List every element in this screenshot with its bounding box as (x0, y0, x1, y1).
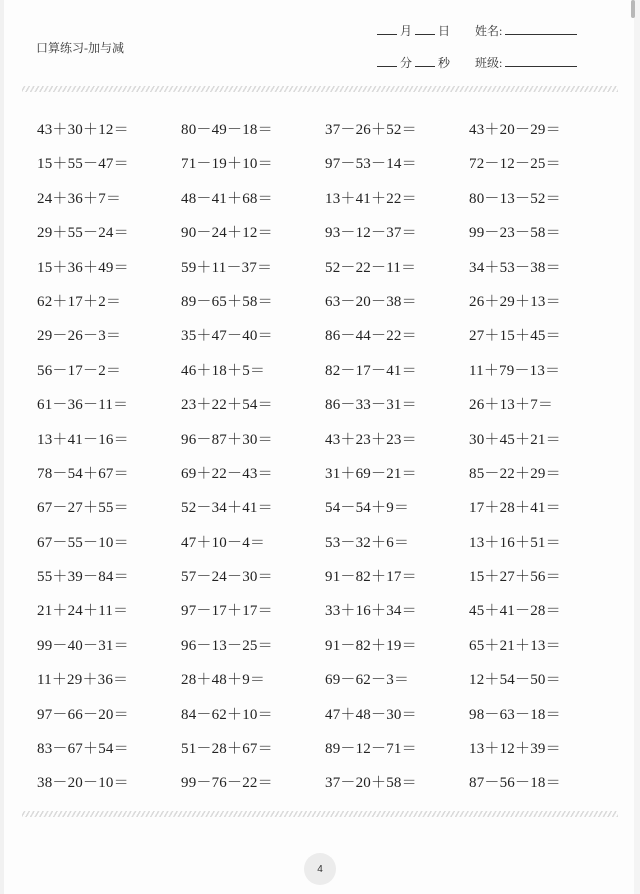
arithmetic-problem: 15＋36＋49＝ (37, 259, 129, 276)
arithmetic-problem: 93－12－37＝ (325, 225, 417, 242)
month-label: 月 (400, 24, 413, 38)
arithmetic-problem: 89－12－71＝ (325, 741, 417, 758)
top-divider (22, 86, 618, 92)
problem-grid (37, 113, 613, 801)
arithmetic-problem: 37－20＋58＝ (325, 775, 417, 792)
arithmetic-problem: 29－26－3＝ (37, 328, 122, 345)
minute-label: 分 (400, 56, 413, 70)
arithmetic-problem: 69－62－3＝ (325, 672, 410, 689)
arithmetic-problem: 67－27＋55＝ (37, 500, 129, 517)
arithmetic-problem: 71－19＋10＝ (181, 156, 273, 173)
arithmetic-problem: 67－55－10＝ (37, 534, 129, 551)
arithmetic-problem: 91－82＋17＝ (325, 569, 417, 586)
arithmetic-problem: 53－32＋6＝ (325, 534, 410, 551)
arithmetic-problem: 61－36－11＝ (37, 397, 129, 414)
month-blank[interactable] (377, 33, 397, 35)
arithmetic-problem: 90－24＋12＝ (181, 225, 273, 242)
second-blank[interactable] (415, 65, 435, 67)
arithmetic-problem: 69＋22－43＝ (181, 465, 273, 482)
arithmetic-problem: 59＋11－37＝ (181, 259, 273, 276)
arithmetic-problem: 63－20－38＝ (325, 293, 417, 310)
class-label: 班级: (475, 56, 503, 70)
arithmetic-problem: 96－87＋30＝ (181, 431, 273, 448)
arithmetic-problem: 13＋16＋51＝ (469, 534, 561, 551)
arithmetic-problem: 38－20－10＝ (37, 775, 129, 792)
arithmetic-problem: 11＋79－13＝ (469, 362, 561, 379)
minute-blank[interactable] (377, 65, 397, 67)
arithmetic-problem: 43＋23＋23＝ (325, 431, 417, 448)
arithmetic-problem: 52－34＋41＝ (181, 500, 273, 517)
arithmetic-problem: 37－26＋52＝ (325, 122, 417, 138)
arithmetic-problem: 30＋45＋21＝ (469, 431, 561, 448)
arithmetic-problem: 55＋39－84＝ (37, 569, 129, 586)
arithmetic-problem: 89－65＋58＝ (181, 293, 273, 310)
arithmetic-problem: 17＋28＋41＝ (469, 500, 561, 517)
arithmetic-problem: 91－82＋19＝ (325, 637, 417, 654)
arithmetic-problem: 86－33－31＝ (325, 397, 417, 414)
day-blank[interactable] (415, 33, 435, 35)
arithmetic-problem: 56－17－2＝ (37, 362, 122, 379)
arithmetic-problem: 15＋55－47＝ (37, 156, 129, 173)
day-label: 日 (438, 24, 451, 38)
worksheet-title: 口算练习-加与减 (36, 41, 124, 55)
arithmetic-problem: 29＋55－24＝ (37, 225, 129, 242)
page-edge (0, 0, 4, 894)
arithmetic-problem: 78－54＋67＝ (37, 465, 129, 482)
name-field (475, 22, 580, 39)
arithmetic-problem: 28＋48＋9＝ (181, 672, 266, 689)
arithmetic-problem: 72－12－25＝ (469, 156, 561, 173)
arithmetic-problem: 99－23－58＝ (469, 225, 561, 242)
name-label: 姓名: (475, 24, 503, 38)
arithmetic-problem: 52－22－11＝ (325, 259, 417, 276)
arithmetic-problem: 97－17＋17＝ (181, 603, 273, 620)
arithmetic-problem: 12＋54－50＝ (469, 672, 561, 689)
arithmetic-problem: 43＋30＋12＝ (37, 122, 129, 138)
arithmetic-problem: 13＋41＋22＝ (325, 190, 417, 207)
arithmetic-problem: 97－66－20＝ (37, 706, 129, 723)
time-field (374, 54, 450, 71)
name-blank[interactable] (505, 33, 577, 35)
arithmetic-problem: 31＋69－21＝ (325, 465, 417, 482)
arithmetic-problem: 23＋22＋54＝ (181, 397, 273, 414)
arithmetic-problem: 13＋12＋39＝ (469, 741, 561, 758)
bottom-divider (22, 811, 618, 817)
arithmetic-problem: 51－28＋67＝ (181, 741, 273, 758)
arithmetic-problem: 27＋15＋45＝ (469, 328, 561, 345)
arithmetic-problem: 26＋29＋13＝ (469, 293, 561, 310)
arithmetic-problem: 45＋41－28＝ (469, 603, 561, 620)
arithmetic-problem: 47＋10－4＝ (181, 534, 266, 551)
arithmetic-problem: 84－62＋10＝ (181, 706, 273, 723)
arithmetic-problem: 62＋17＋2＝ (37, 293, 122, 310)
arithmetic-problem: 82－17－41＝ (325, 362, 417, 379)
arithmetic-problem: 33＋16＋34＝ (325, 603, 417, 620)
arithmetic-problem: 57－24－30＝ (181, 569, 273, 586)
arithmetic-problem: 83－67＋54＝ (37, 741, 129, 758)
arithmetic-problem: 99－40－31＝ (37, 637, 129, 654)
arithmetic-problem: 96－13－25＝ (181, 637, 273, 654)
second-label: 秒 (438, 56, 451, 70)
arithmetic-problem: 87－56－18＝ (469, 775, 561, 792)
arithmetic-problem: 47＋48－30＝ (325, 706, 417, 723)
arithmetic-problem: 13＋41－16＝ (37, 431, 129, 448)
arithmetic-problem: 65＋21＋13＝ (469, 637, 561, 654)
page-number-badge: 4 (304, 853, 336, 885)
arithmetic-problem: 80－13－52＝ (469, 190, 561, 207)
arithmetic-problem: 97－53－14＝ (325, 156, 417, 173)
arithmetic-problem: 26＋13＋7＝ (469, 397, 554, 414)
scrollbar-track[interactable] (634, 0, 640, 894)
arithmetic-problem: 24＋36＋7＝ (37, 190, 122, 207)
arithmetic-problem: 86－44－22＝ (325, 328, 417, 345)
scrollbar-thumb[interactable] (631, 0, 635, 18)
arithmetic-problem: 21＋24＋11＝ (37, 603, 129, 620)
arithmetic-problem: 48－41＋68＝ (181, 190, 273, 207)
arithmetic-problem: 99－76－22＝ (181, 775, 273, 792)
date-field (374, 22, 450, 39)
arithmetic-problem: 11＋29＋36＝ (37, 672, 129, 689)
arithmetic-problem: 34＋53－38＝ (469, 259, 561, 276)
class-blank[interactable] (505, 65, 577, 67)
arithmetic-problem: 80－49－18＝ (181, 122, 273, 138)
arithmetic-problem: 54－54＋9＝ (325, 500, 410, 517)
arithmetic-problem: 98－63－18＝ (469, 706, 561, 723)
arithmetic-problem: 15＋27＋56＝ (469, 569, 561, 586)
arithmetic-problem: 35＋47－40＝ (181, 328, 273, 345)
arithmetic-problem: 46＋18＋5＝ (181, 362, 266, 379)
arithmetic-problem: 43＋20－29＝ (469, 122, 561, 138)
arithmetic-problem: 85－22＋29＝ (469, 465, 561, 482)
class-field (475, 54, 580, 71)
